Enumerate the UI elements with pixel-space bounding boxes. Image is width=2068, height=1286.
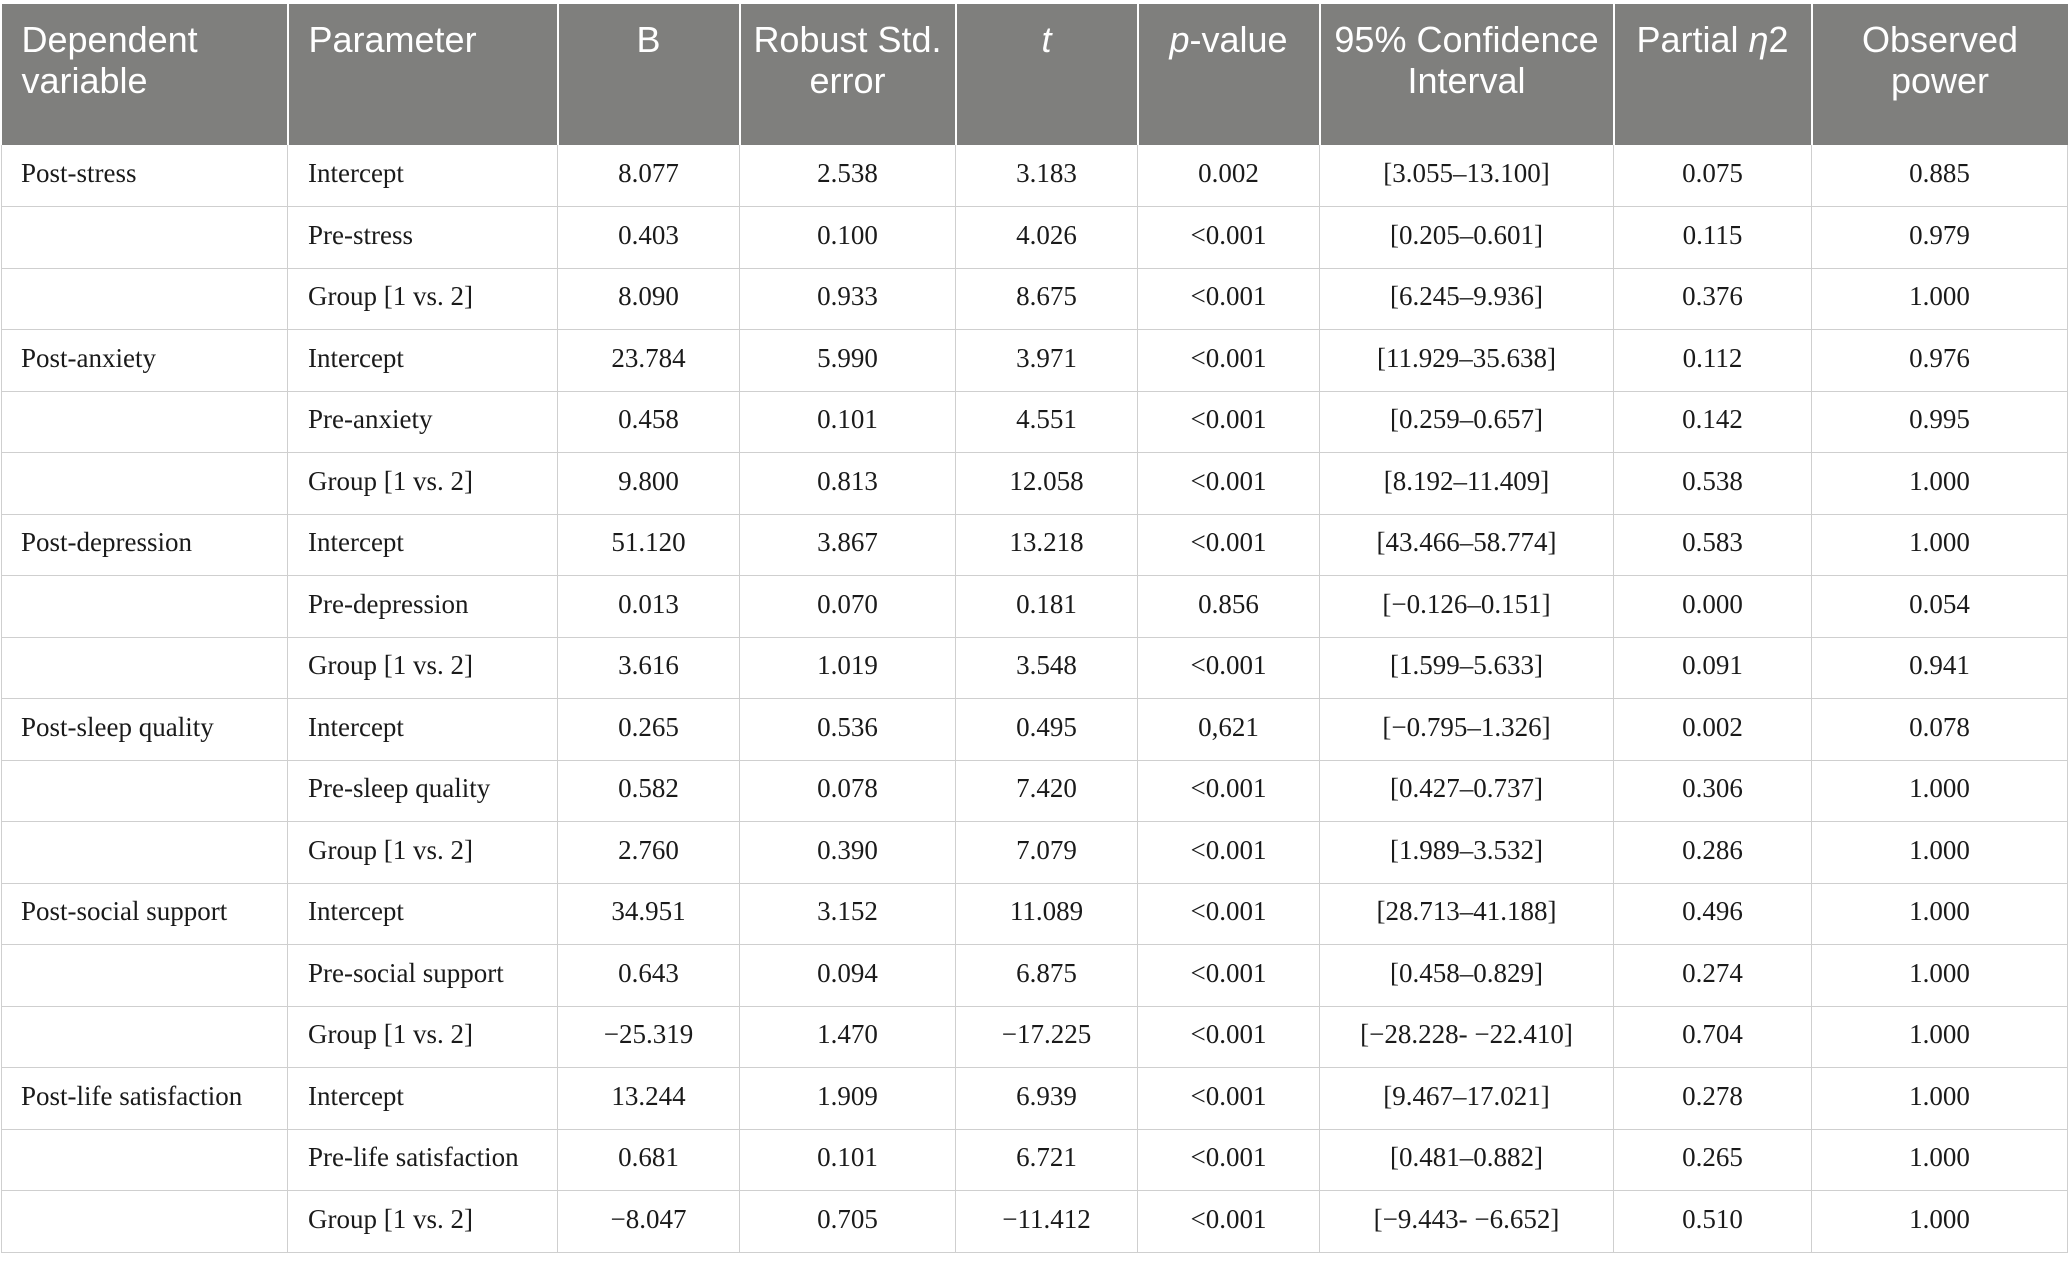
header-p-value-italic: p — [1169, 19, 1190, 60]
header-observed-power: Observed power — [1812, 4, 2068, 145]
cell-p-value: <0.001 — [1138, 453, 1320, 515]
table-row — [2, 1129, 2068, 1191]
cell-dependent-variable: Post-life satisfaction — [2, 1068, 288, 1130]
cell-dependent-variable — [2, 576, 288, 638]
cell-observed-power: 1.000 — [1812, 945, 2068, 1007]
cell-confidence-interval: [1.989–3.532] — [1320, 822, 1614, 884]
cell-observed-power: 1.000 — [1812, 760, 2068, 822]
cell-observed-power: 1.000 — [1812, 1068, 2068, 1130]
cell-robust-se: 0.070 — [740, 576, 956, 638]
cell-robust-se: 1.909 — [740, 1068, 956, 1130]
cell-confidence-interval: [0.427–0.737] — [1320, 760, 1614, 822]
table-row — [2, 699, 2068, 761]
cell-b: 3.616 — [558, 637, 740, 699]
header-p-value-rest: -value — [1189, 19, 1288, 60]
cell-robust-se: 1.019 — [740, 637, 956, 699]
cell-observed-power: 1.000 — [1812, 822, 2068, 884]
cell-confidence-interval: [8.192–11.409] — [1320, 453, 1614, 515]
cell-p-value: <0.001 — [1138, 268, 1320, 330]
cell-t: 13.218 — [956, 514, 1138, 576]
cell-dependent-variable: Post-social support — [2, 883, 288, 945]
header-robust-se: Robust Std. error — [740, 4, 956, 145]
cell-dependent-variable — [2, 268, 288, 330]
table-header — [2, 4, 2068, 145]
cell-partial-eta: 0.091 — [1614, 637, 1812, 699]
cell-parameter: Group [1 vs. 2] — [288, 1006, 558, 1068]
cell-observed-power: 1.000 — [1812, 883, 2068, 945]
results-table — [1, 4, 2068, 1253]
cell-partial-eta: 0.278 — [1614, 1068, 1812, 1130]
cell-b: 34.951 — [558, 883, 740, 945]
table-row — [2, 822, 2068, 884]
cell-observed-power: 0.979 — [1812, 207, 2068, 269]
cell-b: 13.244 — [558, 1068, 740, 1130]
header-t: t — [956, 4, 1138, 145]
cell-b: 0.403 — [558, 207, 740, 269]
cell-parameter: Group [1 vs. 2] — [288, 268, 558, 330]
cell-dependent-variable — [2, 391, 288, 453]
cell-b: 0.681 — [558, 1129, 740, 1191]
cell-robust-se: 1.470 — [740, 1006, 956, 1068]
cell-confidence-interval: [−0.126–0.151] — [1320, 576, 1614, 638]
cell-robust-se: 0.101 — [740, 1129, 956, 1191]
cell-partial-eta: 0.002 — [1614, 699, 1812, 761]
cell-partial-eta: 0.538 — [1614, 453, 1812, 515]
table-row — [2, 391, 2068, 453]
cell-observed-power: 0.976 — [1812, 330, 2068, 392]
cell-partial-eta: 0.583 — [1614, 514, 1812, 576]
cell-confidence-interval: [0.481–0.882] — [1320, 1129, 1614, 1191]
cell-t: 4.026 — [956, 207, 1138, 269]
cell-b: −25.319 — [558, 1006, 740, 1068]
cell-partial-eta: 0.286 — [1614, 822, 1812, 884]
table-row — [2, 1006, 2068, 1068]
cell-partial-eta: 0.000 — [1614, 576, 1812, 638]
cell-parameter: Intercept — [288, 699, 558, 761]
cell-p-value: 0.002 — [1138, 145, 1320, 207]
cell-b: 0.265 — [558, 699, 740, 761]
cell-parameter: Intercept — [288, 1068, 558, 1130]
cell-parameter: Pre-social support — [288, 945, 558, 1007]
cell-parameter: Group [1 vs. 2] — [288, 1191, 558, 1253]
cell-observed-power: 1.000 — [1812, 268, 2068, 330]
table-row — [2, 514, 2068, 576]
cell-robust-se: 0.100 — [740, 207, 956, 269]
cell-b: 0.643 — [558, 945, 740, 1007]
cell-robust-se: 0.078 — [740, 760, 956, 822]
cell-parameter: Pre-life satisfaction — [288, 1129, 558, 1191]
cell-confidence-interval: [28.713–41.188] — [1320, 883, 1614, 945]
cell-observed-power: 1.000 — [1812, 514, 2068, 576]
header-partial-eta-symbol: η — [1748, 19, 1769, 60]
cell-confidence-interval: [43.466–58.774] — [1320, 514, 1614, 576]
cell-p-value: <0.001 — [1138, 514, 1320, 576]
table-row — [2, 637, 2068, 699]
cell-dependent-variable — [2, 760, 288, 822]
cell-t: 8.675 — [956, 268, 1138, 330]
table-row — [2, 1068, 2068, 1130]
cell-dependent-variable — [2, 637, 288, 699]
cell-dependent-variable — [2, 1129, 288, 1191]
cell-parameter: Intercept — [288, 330, 558, 392]
table-row — [2, 1191, 2068, 1253]
cell-p-value: <0.001 — [1138, 1068, 1320, 1130]
cell-b: 8.090 — [558, 268, 740, 330]
table-row — [2, 945, 2068, 1007]
cell-confidence-interval: [0.205–0.601] — [1320, 207, 1614, 269]
cell-p-value: <0.001 — [1138, 822, 1320, 884]
cell-observed-power: 0.995 — [1812, 391, 2068, 453]
table-row — [2, 145, 2068, 207]
cell-observed-power: 0.078 — [1812, 699, 2068, 761]
cell-parameter: Pre-sleep quality — [288, 760, 558, 822]
cell-b: 0.582 — [558, 760, 740, 822]
cell-t: 7.420 — [956, 760, 1138, 822]
cell-observed-power: 1.000 — [1812, 453, 2068, 515]
header-p-value — [1138, 4, 1320, 145]
table-row — [2, 268, 2068, 330]
cell-robust-se: 3.867 — [740, 514, 956, 576]
cell-dependent-variable: Post-sleep quality — [2, 699, 288, 761]
table-row — [2, 453, 2068, 515]
cell-confidence-interval: [9.467–17.021] — [1320, 1068, 1614, 1130]
cell-dependent-variable — [2, 453, 288, 515]
cell-robust-se: 0.536 — [740, 699, 956, 761]
cell-parameter: Intercept — [288, 145, 558, 207]
cell-p-value: 0.856 — [1138, 576, 1320, 638]
cell-observed-power: 1.000 — [1812, 1006, 2068, 1068]
cell-robust-se: 0.813 — [740, 453, 956, 515]
cell-partial-eta: 0.704 — [1614, 1006, 1812, 1068]
header-b: B — [558, 4, 740, 145]
cell-observed-power: 0.885 — [1812, 145, 2068, 207]
cell-parameter: Pre-stress — [288, 207, 558, 269]
cell-dependent-variable: Post-anxiety — [2, 330, 288, 392]
cell-observed-power: 0.054 — [1812, 576, 2068, 638]
cell-partial-eta: 0.376 — [1614, 268, 1812, 330]
cell-p-value: <0.001 — [1138, 207, 1320, 269]
cell-robust-se: 0.390 — [740, 822, 956, 884]
cell-b: 23.784 — [558, 330, 740, 392]
cell-p-value: <0.001 — [1138, 330, 1320, 392]
cell-dependent-variable — [2, 822, 288, 884]
cell-confidence-interval: [0.259–0.657] — [1320, 391, 1614, 453]
cell-partial-eta: 0.115 — [1614, 207, 1812, 269]
cell-robust-se: 0.094 — [740, 945, 956, 1007]
cell-confidence-interval: [3.055–13.100] — [1320, 145, 1614, 207]
cell-t: 6.721 — [956, 1129, 1138, 1191]
table-row — [2, 760, 2068, 822]
cell-partial-eta: 0.274 — [1614, 945, 1812, 1007]
cell-partial-eta: 0.496 — [1614, 883, 1812, 945]
cell-robust-se: 0.705 — [740, 1191, 956, 1253]
cell-confidence-interval: [1.599–5.633] — [1320, 637, 1614, 699]
header-partial-eta — [1614, 4, 1812, 145]
cell-t: 0.181 — [956, 576, 1138, 638]
table-row — [2, 330, 2068, 392]
header-parameter: Parameter — [288, 4, 558, 145]
header-dependent-variable: Dependent variable — [2, 4, 288, 145]
cell-t: 6.875 — [956, 945, 1138, 1007]
table-row — [2, 207, 2068, 269]
cell-b: 9.800 — [558, 453, 740, 515]
cell-p-value: <0.001 — [1138, 1006, 1320, 1068]
cell-observed-power: 1.000 — [1812, 1191, 2068, 1253]
cell-p-value: 0,621 — [1138, 699, 1320, 761]
header-partial-eta-prefix: Partial — [1636, 19, 1749, 60]
cell-confidence-interval: [−9.443- −6.652] — [1320, 1191, 1614, 1253]
cell-p-value: <0.001 — [1138, 760, 1320, 822]
cell-confidence-interval: [11.929–35.638] — [1320, 330, 1614, 392]
cell-dependent-variable: Post-stress — [2, 145, 288, 207]
table-row — [2, 883, 2068, 945]
cell-b: −8.047 — [558, 1191, 740, 1253]
cell-confidence-interval: [6.245–9.936] — [1320, 268, 1614, 330]
cell-confidence-interval: [0.458–0.829] — [1320, 945, 1614, 1007]
cell-observed-power: 0.941 — [1812, 637, 2068, 699]
cell-p-value: <0.001 — [1138, 1129, 1320, 1191]
cell-parameter: Intercept — [288, 514, 558, 576]
cell-robust-se: 2.538 — [740, 145, 956, 207]
cell-t: 12.058 — [956, 453, 1138, 515]
cell-partial-eta: 0.112 — [1614, 330, 1812, 392]
cell-parameter: Pre-anxiety — [288, 391, 558, 453]
cell-t: 3.183 — [956, 145, 1138, 207]
cell-t: 3.548 — [956, 637, 1138, 699]
cell-parameter: Group [1 vs. 2] — [288, 453, 558, 515]
cell-b: 0.013 — [558, 576, 740, 638]
cell-dependent-variable — [2, 1191, 288, 1253]
cell-t: 11.089 — [956, 883, 1138, 945]
cell-parameter: Group [1 vs. 2] — [288, 822, 558, 884]
cell-confidence-interval: [−28.228- −22.410] — [1320, 1006, 1614, 1068]
cell-t: 6.939 — [956, 1068, 1138, 1130]
cell-p-value: <0.001 — [1138, 391, 1320, 453]
cell-t: −11.412 — [956, 1191, 1138, 1253]
cell-t: 4.551 — [956, 391, 1138, 453]
cell-t: 0.495 — [956, 699, 1138, 761]
cell-observed-power: 1.000 — [1812, 1129, 2068, 1191]
cell-p-value: <0.001 — [1138, 637, 1320, 699]
cell-b: 51.120 — [558, 514, 740, 576]
cell-b: 8.077 — [558, 145, 740, 207]
header-partial-eta-suffix: 2 — [1768, 19, 1789, 60]
cell-dependent-variable — [2, 945, 288, 1007]
cell-partial-eta: 0.142 — [1614, 391, 1812, 453]
cell-b: 2.760 — [558, 822, 740, 884]
cell-dependent-variable: Post-depression — [2, 514, 288, 576]
cell-t: 3.971 — [956, 330, 1138, 392]
cell-parameter: Group [1 vs. 2] — [288, 637, 558, 699]
cell-p-value: <0.001 — [1138, 1191, 1320, 1253]
cell-p-value: <0.001 — [1138, 945, 1320, 1007]
cell-b: 0.458 — [558, 391, 740, 453]
cell-t: 7.079 — [956, 822, 1138, 884]
cell-robust-se: 0.101 — [740, 391, 956, 453]
table-body — [2, 145, 2068, 1252]
cell-dependent-variable — [2, 207, 288, 269]
cell-confidence-interval: [−0.795–1.326] — [1320, 699, 1614, 761]
header-confidence-interval: 95% Confidence Interval — [1320, 4, 1614, 145]
cell-partial-eta: 0.306 — [1614, 760, 1812, 822]
cell-partial-eta: 0.075 — [1614, 145, 1812, 207]
cell-t: −17.225 — [956, 1006, 1138, 1068]
cell-dependent-variable — [2, 1006, 288, 1068]
cell-robust-se: 0.933 — [740, 268, 956, 330]
cell-robust-se: 5.990 — [740, 330, 956, 392]
table-row — [2, 576, 2068, 638]
cell-parameter: Intercept — [288, 883, 558, 945]
cell-partial-eta: 0.265 — [1614, 1129, 1812, 1191]
cell-partial-eta: 0.510 — [1614, 1191, 1812, 1253]
cell-parameter: Pre-depression — [288, 576, 558, 638]
cell-p-value: <0.001 — [1138, 883, 1320, 945]
cell-robust-se: 3.152 — [740, 883, 956, 945]
